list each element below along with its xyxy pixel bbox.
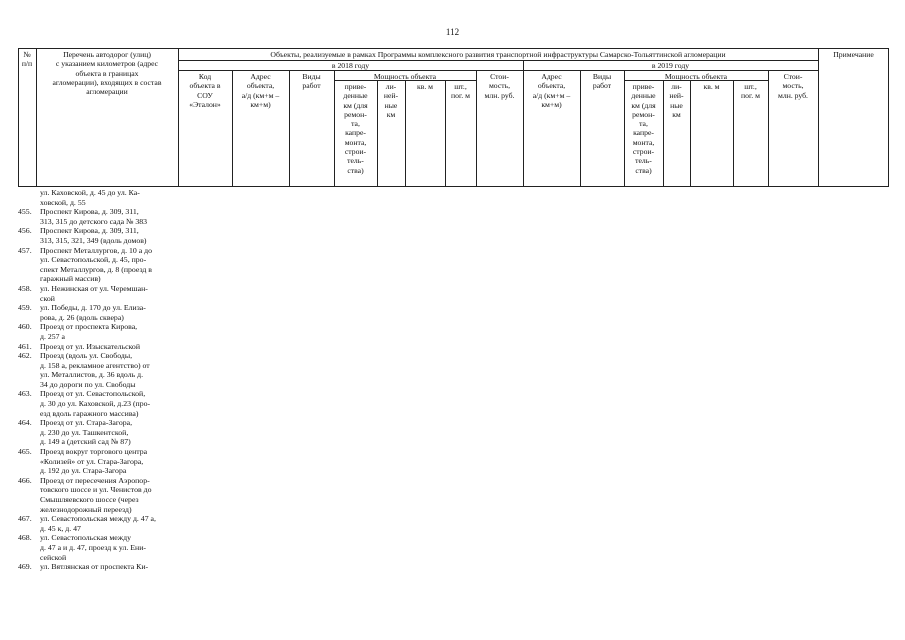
table-row xyxy=(18,207,198,226)
row-number: 469. xyxy=(18,562,32,572)
header-year-2018: в 2018 году xyxy=(331,61,370,70)
divider xyxy=(818,48,819,187)
table-row xyxy=(18,351,198,389)
header-pcs-2019: шт., пог. м xyxy=(741,82,760,101)
row-number: 461. xyxy=(18,341,32,351)
row-number: 464. xyxy=(18,418,32,428)
row-road-text: Проезд от ул. Изыскательской xyxy=(40,341,141,351)
table-row xyxy=(18,418,198,447)
header-work-types-2019: Виды работ xyxy=(592,72,612,91)
header-work-types: Виды работ xyxy=(302,72,321,91)
row-road-text: Проспект Кирова, д. 309, 311, 313, 315, 321, 349 (вдоль домов) xyxy=(40,226,147,245)
header-year-2019: в 2019 году xyxy=(651,61,690,70)
row-number: 458. xyxy=(18,283,32,293)
row-number: 467. xyxy=(18,514,32,524)
row-road-text: Проезд от ул. Севастопольской, д. 30 до ул. Каховской, д.23 (про- езд вдоль гаражного массива) xyxy=(40,389,151,418)
header-sq-m: кв. м xyxy=(416,82,434,91)
table-row xyxy=(18,342,198,352)
row-road-text: Проспект Кирова, д. 309, 311, 313, 315 до детского сада № 383 xyxy=(40,207,148,226)
page-number: 112 xyxy=(445,27,460,37)
row-number: 459. xyxy=(18,303,32,313)
divider xyxy=(405,80,406,187)
header-address: Адрес объекта, а/д (км+м – км+м) xyxy=(241,72,280,109)
table-row xyxy=(18,322,198,341)
row-road-text: Проезд от ул. Стара-Загора, д. 230 до ул. Ташкентской, д. 149 а (детский сад № 87) xyxy=(40,418,133,447)
table-row xyxy=(18,476,198,514)
row-road-text: Проезд от пересечения Аэропор- товского шоссе и ул. Ченистов до Смышляевского шоссе (через железнодорожный переезд) xyxy=(40,475,152,514)
row-road-text: ул. Каховской, д. 45 до ул. Ка- ховской, д. 55 xyxy=(40,188,140,207)
table-row xyxy=(18,284,198,303)
header-linear-km: ли- ней- ные км xyxy=(383,82,399,119)
row-number: 462. xyxy=(18,351,32,361)
header-capacity-2019: Мощность объекта xyxy=(664,72,728,80)
header-cost-2019: Стои- мость, млн. руб. xyxy=(778,72,808,100)
header-reduced-km: приве- денные км (для ремон- та, капре- монта, строи- тель- ства) xyxy=(343,82,368,175)
table-row xyxy=(18,447,198,476)
row-road-text: ул. Севастопольская между д. 47 а и д. 47, проезд к ул. Ени- сейской xyxy=(40,533,146,562)
row-number: 455. xyxy=(18,207,32,217)
header-road-list: Перечень автодорог (улиц) с указанием километров (адрес объекта в границах агломерации), входящих в состав агломерации xyxy=(52,50,162,97)
row-road-text: ул. Севастопольская между д. 47 а, д. 45 к, д. 47 xyxy=(40,514,156,533)
row-number: 466. xyxy=(18,475,32,485)
row-number: 456. xyxy=(18,226,32,236)
row-road-text: ул. Вятлянская от проспекта Ки- xyxy=(40,562,149,572)
road-list xyxy=(18,188,198,572)
header-num: № п/п xyxy=(21,50,33,69)
table-row xyxy=(18,188,198,207)
header-cost: Стои- мость, млн. руб. xyxy=(484,72,515,100)
row-road-text: Проезд вокруг торгового центра «Колизей» от ул. Стара-Загора, д. 192 до ул. Стара-Загора xyxy=(40,447,148,476)
row-road-text: Проспект Металлургов, д. 10 а до ул. Севастопольской, д. 45, про- спект Металлургов, д. 8 (проезд в гаражный массив) xyxy=(40,245,153,284)
row-road-text: Проезд от проспекта Кирова, д. 257 а xyxy=(40,322,138,341)
row-number: 457. xyxy=(18,245,32,255)
header-code: Код объекта в СОУ «Эталон» xyxy=(189,72,221,109)
header-sq-m-2019: кв. м xyxy=(703,82,720,91)
table-row xyxy=(18,533,198,562)
header-note: Примечание xyxy=(833,50,874,59)
row-number: 460. xyxy=(18,322,32,332)
row-road-text: ул. Победы, д. 170 до ул. Елиза- рова, д. 26 (вдоль сквера) xyxy=(40,303,146,322)
table-row xyxy=(18,246,198,284)
row-number: 465. xyxy=(18,447,32,457)
row-road-text: ул. Нежинская от ул. Черемшан- ской xyxy=(40,283,148,303)
header-linear-km-2019: ли- ней- ные км xyxy=(669,82,684,119)
table-row xyxy=(18,226,198,245)
table-row xyxy=(18,562,198,572)
row-road-text: Проезд (вдоль ул. Свободы, д. 158 а, рекламное агентство) от ул. Металлистов, д. 36 вдоль д. 34 до дороги по ул. Свободы xyxy=(40,351,150,389)
row-number: 468. xyxy=(18,533,32,543)
header-objects: Объекты, реализуемые в рамках Программы комплексного развития транспортной инфраструктуры Самарско-Тольяттинской агломерации xyxy=(270,50,726,59)
header-capacity: Мощность объекта xyxy=(373,72,437,80)
header-reduced-km-2019: приве- денные км (для ремон- та, капре- монта, строи- тель- ства) xyxy=(631,82,656,175)
table-row xyxy=(18,514,198,533)
table-row xyxy=(18,303,198,322)
header-pcs: шт., пог. м xyxy=(451,82,470,101)
header-address-2019: Адрес объекта, а/д (км+м – км+м) xyxy=(532,72,571,109)
row-number: 463. xyxy=(18,389,32,399)
table-row xyxy=(18,389,198,418)
divider xyxy=(690,80,691,187)
